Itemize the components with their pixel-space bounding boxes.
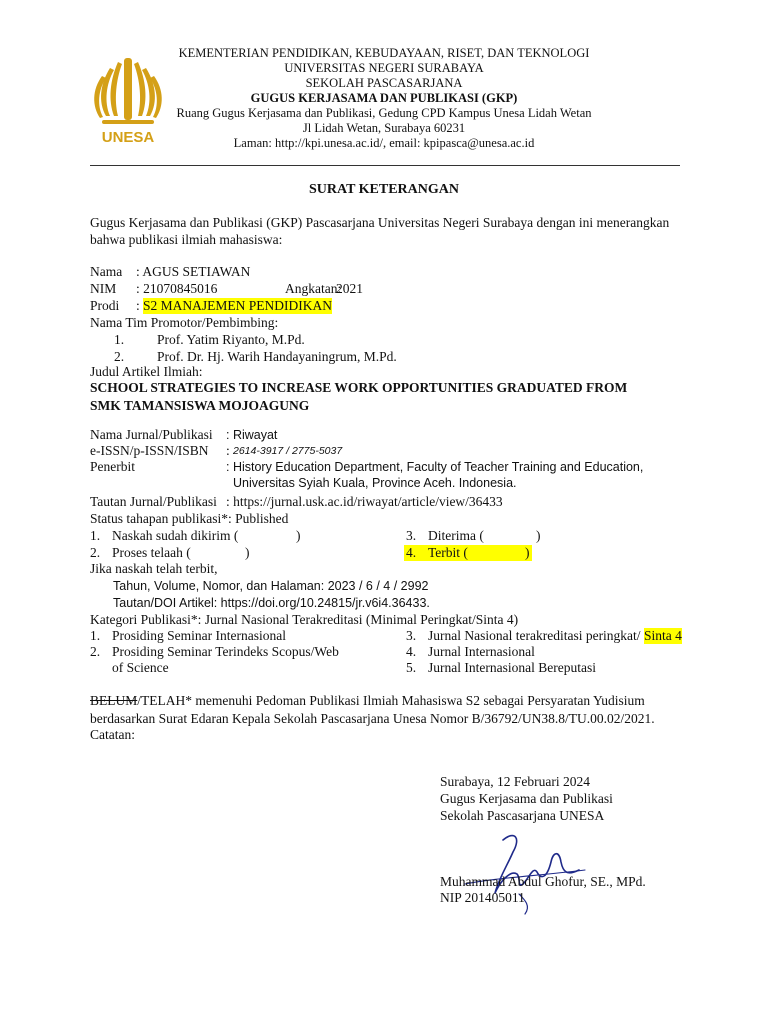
category-text-2: Prosiding Seminar Terindeks Scopus/Web xyxy=(112,644,339,659)
promotor-num-1: 1. xyxy=(114,332,125,347)
article-title-line-1: SCHOOL STRATEGIES TO INCREASE WORK OPPORTUNITIES GRADUATED FROM xyxy=(90,380,628,395)
article-label: Judul Artikel Ilmiah: xyxy=(90,364,203,379)
journal-name-label: Nama Jurnal/Publikasi xyxy=(90,427,213,442)
category-num-2: 2. xyxy=(90,644,101,659)
statement-belum: BELUM xyxy=(90,693,138,708)
catatan-label: Catatan: xyxy=(90,727,135,742)
signature-place-date: Surabaya, 12 Februari 2024 xyxy=(440,774,590,789)
document-title: SURAT KETERANGAN xyxy=(308,182,459,197)
promotor-name-2: Prof. Dr. Hj. Warih Handayaningrum, M.Pd. xyxy=(157,349,397,364)
header-school: SEKOLAH PASCASARJANA xyxy=(305,76,463,90)
status-num-3: 3. xyxy=(406,528,417,543)
status-text-4: Terbit ( xyxy=(428,545,468,560)
header-divider xyxy=(90,165,680,166)
journal-name-value: : Riwayat xyxy=(226,428,278,442)
status-close-1: ) xyxy=(296,528,301,543)
promotor-name-1: Prof. Yatim Riyanto, M.Pd. xyxy=(157,332,305,347)
published-volume: Tahun, Volume, Nomor, dan Halaman: 2023 / 6 / 4 / 2992 xyxy=(113,579,429,593)
nim-value: : 21070845016 xyxy=(136,281,218,296)
header-room: Ruang Gugus Kerjasama dan Publikasi, Gedung CPD Kampus Unesa Lidah Wetan xyxy=(176,106,592,120)
intro-line-2: bahwa publikasi ilmiah mahasiswa: xyxy=(90,232,283,247)
signature-name: Muhammad Abdul Ghofur, SE., MPd. xyxy=(440,874,646,889)
promotor-num-2: 2. xyxy=(114,349,125,364)
status-label: Status tahapan publikasi*: Published xyxy=(90,511,289,526)
status-num-1: 1. xyxy=(90,528,101,543)
status-close-4: ) xyxy=(525,545,530,560)
nim-label: NIM xyxy=(90,281,117,296)
name-label: Nama xyxy=(90,264,123,279)
statement-line-1-rest: /TELAH* memenuhi Pedoman Publikasi Ilmiah Mahasiswa S2 sebagai Persyaratan Yudisium xyxy=(137,693,645,708)
prodi-colon: : xyxy=(136,298,140,313)
header-ministry: KEMENTERIAN PENDIDIKAN, KEBUDAYAAN, RISET, DAN TEKNOLOGI xyxy=(178,46,590,60)
prodi-label: Prodi xyxy=(90,298,120,313)
status-close-2: ) xyxy=(245,545,250,560)
header-contact: Laman: http://kpi.unesa.ac.id/, email: kpipasca@unesa.ac.id xyxy=(233,136,535,150)
issn-colon: : xyxy=(226,443,230,458)
issn-value: 2614-3917 / 2775-5037 xyxy=(233,445,343,457)
statement-line-2: berdasarkan Surat Edaran Kepala Sekolah Pascasarjana Unesa Nomor B/36792/UN38.8/TU.00.02/2021. xyxy=(90,711,655,726)
category-num-1: 1. xyxy=(90,628,101,643)
status-close-3: ) xyxy=(536,528,541,543)
published-doi[interactable]: Tautan/DOI Artikel: https://doi.org/10.24815/jr.v6i4.36433. xyxy=(113,596,430,610)
category-highlight-3: Sinta 4 xyxy=(644,628,682,643)
publisher-line-2: Universitas Syiah Kuala, Province Aceh. Indonesia. xyxy=(233,476,517,490)
category-text-5: Jurnal Internasional Bereputasi xyxy=(428,660,596,675)
status-text-1: Naskah sudah dikirim ( xyxy=(112,528,239,543)
signature-unit-2: Sekolah Pascasarjana UNESA xyxy=(440,808,605,823)
category-text-3: Jurnal Nasional terakreditasi peringkat/ xyxy=(428,628,641,643)
journal-link[interactable]: : https://jurnal.usk.ac.id/riwayat/article/view/36433 xyxy=(226,494,503,509)
status-highlight-4 xyxy=(404,545,532,561)
category-text-1: Prosiding Seminar Internasional xyxy=(112,628,286,643)
promotor-label: Nama Tim Promotor/Pembimbing: xyxy=(90,315,279,330)
intro-line-1: Gugus Kerjasama dan Publikasi (GKP) Pascasarjana Universitas Negeri Surabaya dengan ini menerangkan xyxy=(90,215,670,230)
logo-text: UNESA xyxy=(101,129,155,146)
publisher-label: Penerbit xyxy=(90,459,135,474)
category-num-4: 4. xyxy=(406,644,417,659)
header-address: Jl Lidah Wetan, Surabaya 60231 xyxy=(302,121,466,135)
name-value: : AGUS SETIAWAN xyxy=(136,264,251,279)
published-label: Jika naskah telah terbit, xyxy=(90,561,218,576)
journal-link-label: Tautan Jurnal/Publikasi xyxy=(90,494,217,509)
angkatan-value: 2021 xyxy=(336,281,363,296)
publisher-line-1: : History Education Department, Faculty of Teacher Training and Education, xyxy=(226,460,644,474)
angkatan-label: Angkatan: xyxy=(285,281,342,296)
signature-unit-1: Gugus Kerjasama dan Publikasi xyxy=(440,791,613,806)
prodi-value: S2 MANAJEMEN PENDIDIKAN xyxy=(143,298,332,313)
category-label: Kategori Publikasi*: Jurnal Nasional Terakreditasi (Minimal Peringkat/Sinta 4) xyxy=(90,612,519,627)
category-text-2b: of Science xyxy=(112,660,169,675)
category-num-5: 5. xyxy=(406,660,417,675)
status-num-4: 4. xyxy=(406,545,417,560)
category-text-4: Jurnal Internasional xyxy=(428,644,535,659)
status-text-3: Diterima ( xyxy=(428,528,484,543)
issn-label: e-ISSN/p-ISSN/ISBN xyxy=(90,443,209,458)
category-num-3: 3. xyxy=(406,628,417,643)
statement-line-1 xyxy=(90,693,645,709)
status-num-2: 2. xyxy=(90,545,101,560)
status-text-2: Proses telaah ( xyxy=(112,545,191,560)
signature-nip: NIP 201405011 xyxy=(440,890,525,905)
header-unit: GUGUS KERJASAMA DAN PUBLIKASI (GKP) xyxy=(250,91,518,105)
article-title-line-2: SMK TAMANSISWA MOJOAGUNG xyxy=(90,398,310,413)
header-university: UNIVERSITAS NEGERI SURABAYA xyxy=(284,61,484,75)
